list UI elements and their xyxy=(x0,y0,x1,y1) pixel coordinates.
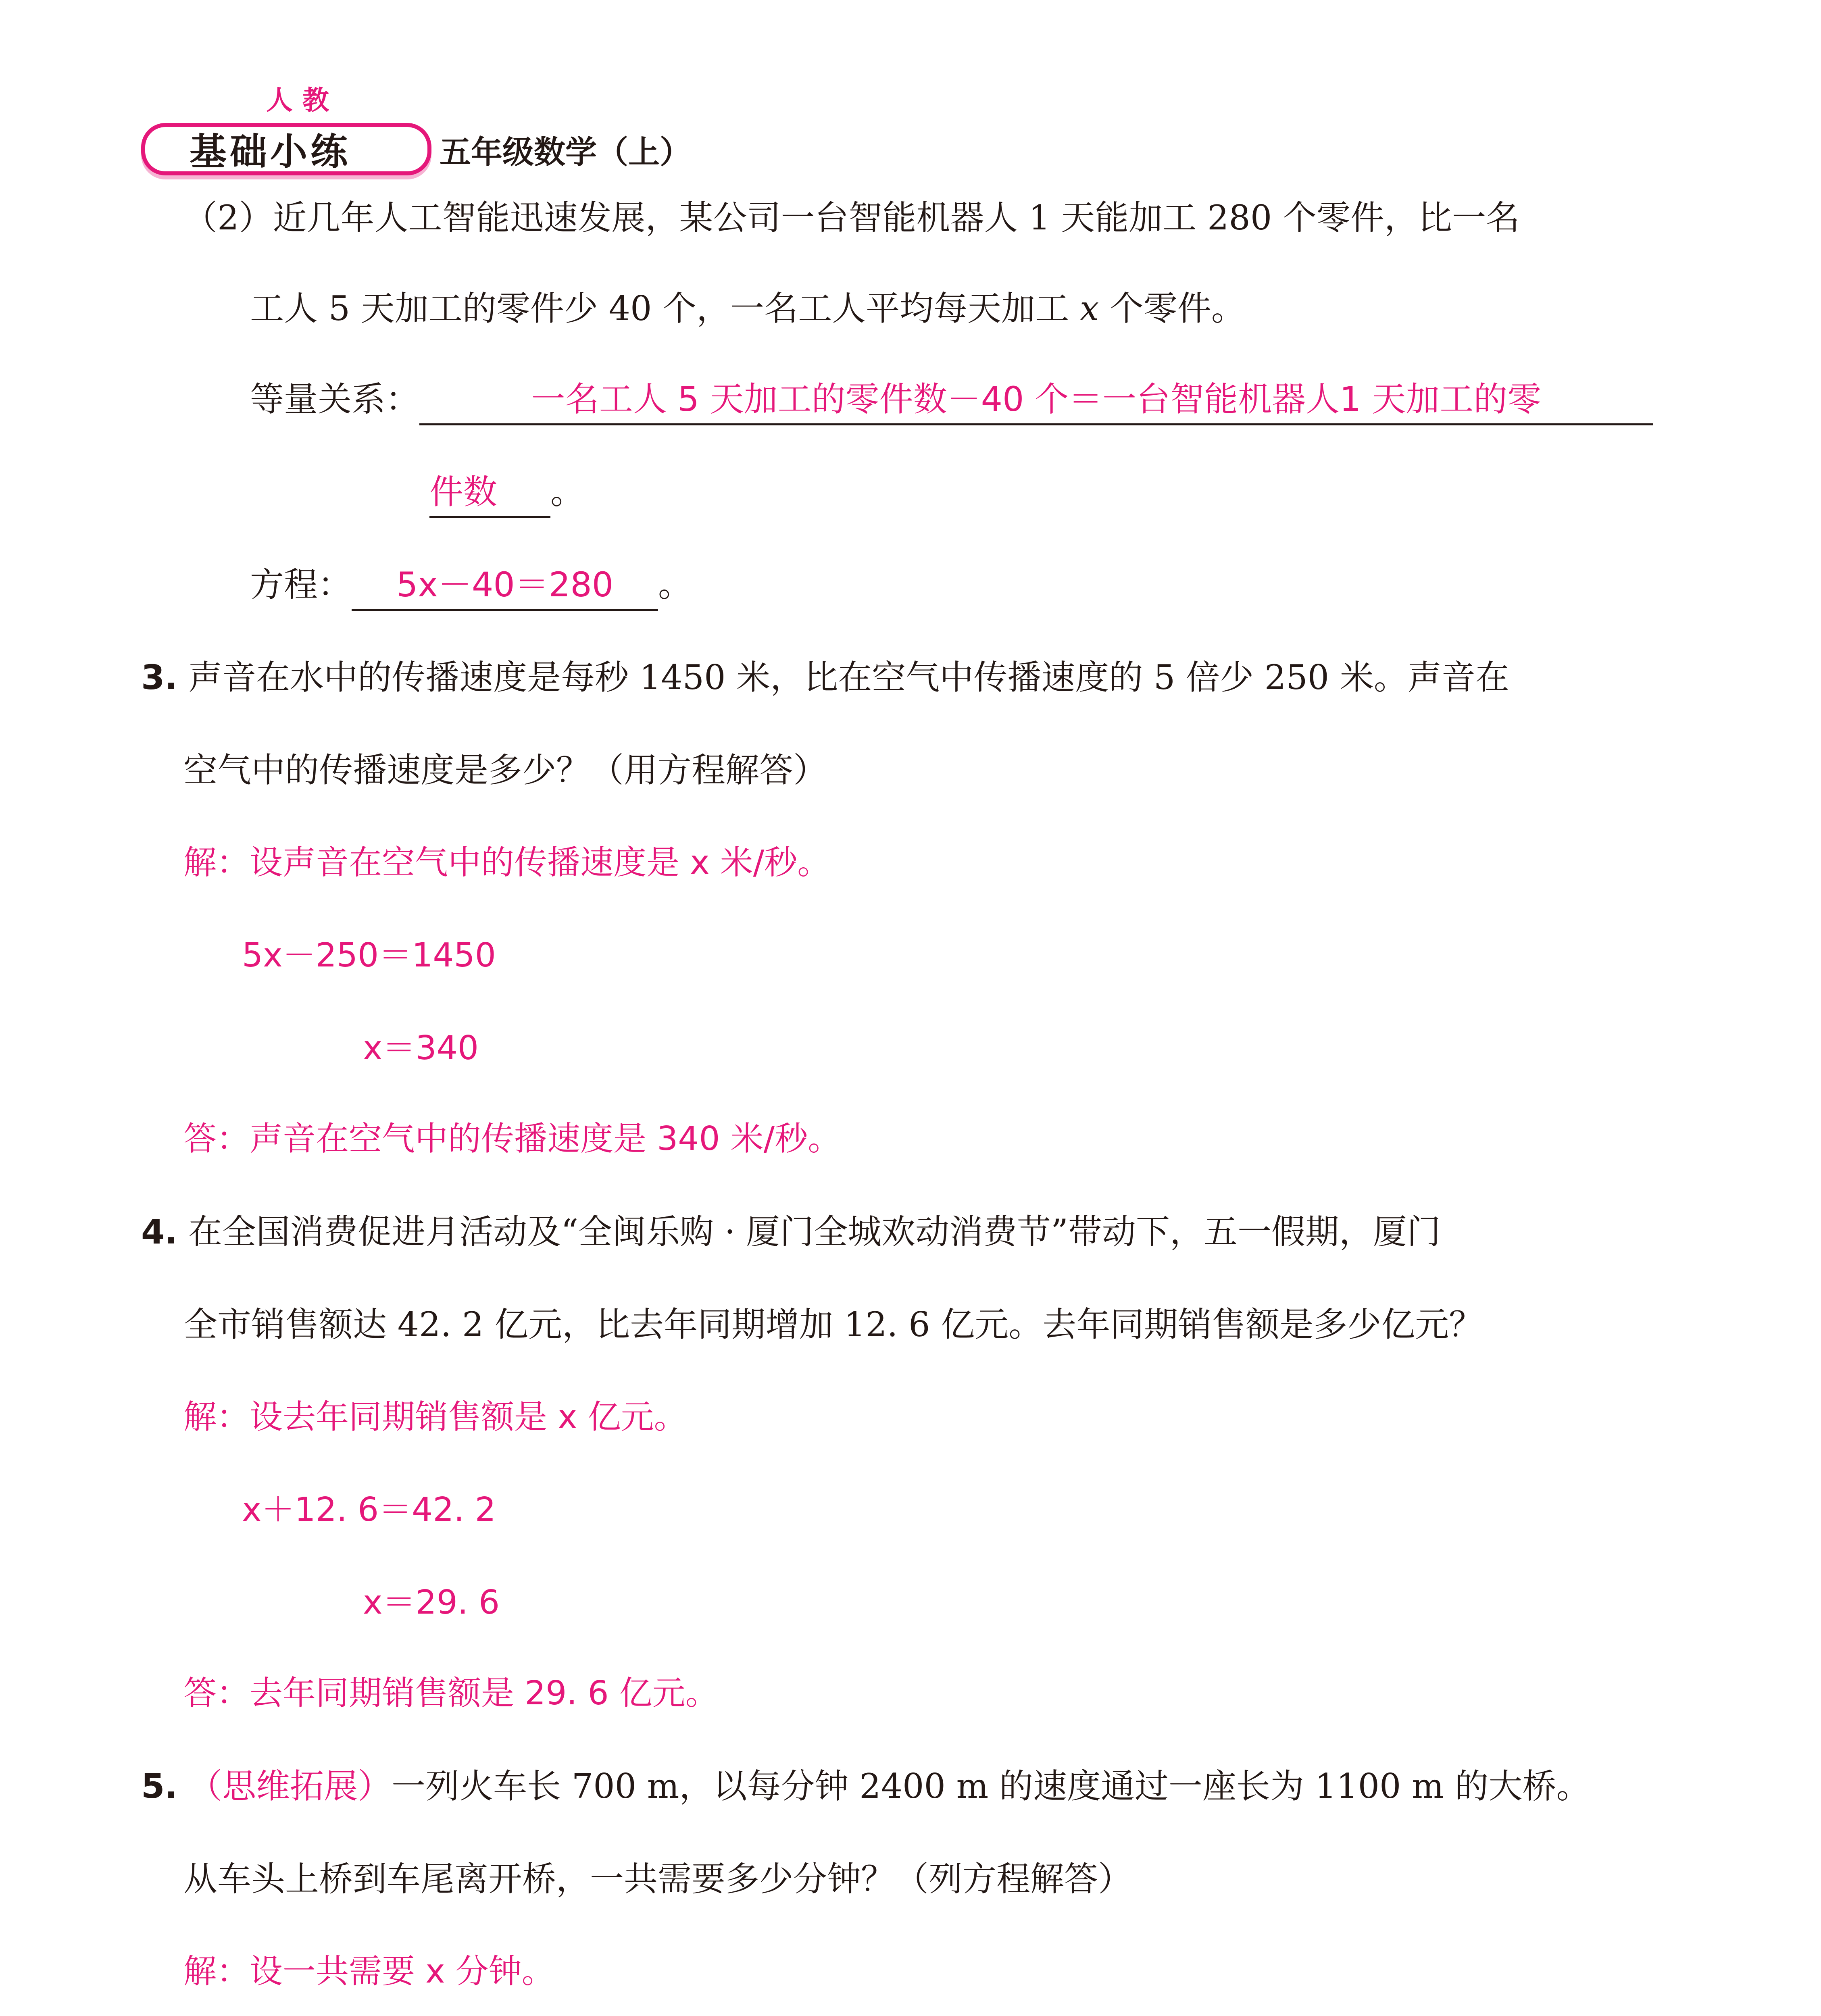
q2-relation xyxy=(250,375,1653,425)
q5-line1: 5. （思维拓展）一列火车长 700 m，以每分钟 2400 m 的速度通过一座长为 1100 m 的大桥。 xyxy=(141,1766,1590,1806)
q3-solution-equation: 5x－250＝1450 xyxy=(242,936,496,975)
edition-label: 人教 xyxy=(266,85,339,116)
q4-solution-set: 解：设去年同期销售额是 x 亿元。 xyxy=(183,1398,687,1436)
q4-solution-x: x＝29. 6 xyxy=(363,1583,500,1622)
q5-solution-set: 解：设一共需要 x 分钟。 xyxy=(183,1952,555,1991)
q4-answer: 答：去年同期销售额是 29. 6 亿元。 xyxy=(183,1674,719,1712)
q3-line2: 空气中的传播速度是多少？（用方程解答） xyxy=(183,750,827,790)
q2-equation: 方程： 5x－40＝280 。 xyxy=(250,560,692,611)
q2-line2: 工人 5 天加工的零件少 40 个，一名工人平均每天加工 x 个零件。 xyxy=(250,289,1245,328)
q4-line1: 4. 在全国消费促进月活动及“全闽乐购 · 厦门全城欢动消费节”带动下，五一假期，厦门 xyxy=(141,1212,1441,1252)
q2-line1: （2）近几年人工智能迅速发展，某公司一台智能机器人 1 天能加工 280 个零件，比一名 xyxy=(183,198,1520,237)
series-title: 基础小练 xyxy=(190,130,351,173)
equation-label: 方程： xyxy=(250,565,352,604)
equation-blank: 5x－40＝280 xyxy=(352,560,658,611)
q4-solution-equation: x＋12. 6＝42. 2 xyxy=(242,1491,496,1529)
q3-solution-set: 解：设声音在空气中的传播速度是 x 米/秒。 xyxy=(183,843,831,882)
q3-solution-x: x＝340 xyxy=(363,1029,479,1067)
q4-line2: 全市销售额达 42. 2 亿元，比去年同期增加 12. 6 亿元。去年同期销售额是多少亿元？ xyxy=(183,1305,1483,1344)
relation-label: 等量关系： xyxy=(250,379,420,419)
q5-line2: 从车头上桥到车尾离开桥，一共需要多少分钟？（列方程解答） xyxy=(183,1859,1132,1899)
grade-subject: 五年级数学（上） xyxy=(440,134,692,171)
q3-line1: 3. 声音在水中的传播速度是每秒 1450 米，比在空气中传播速度的 5 倍少 250 米。声音在 xyxy=(141,658,1509,697)
relation-blank-cont: 件数 xyxy=(429,468,550,518)
q2-relation-cont: 件数 。 xyxy=(429,468,584,518)
thinking-extension-tag: （思维拓展） xyxy=(188,1766,392,1806)
q3-answer: 答：声音在空气中的传播速度是 340 米/秒。 xyxy=(183,1120,841,1158)
relation-blank: 一名工人 5 天加工的零件数－40 个＝一台智能机器人1 天加工的零 xyxy=(419,375,1653,425)
page-header xyxy=(133,75,738,179)
